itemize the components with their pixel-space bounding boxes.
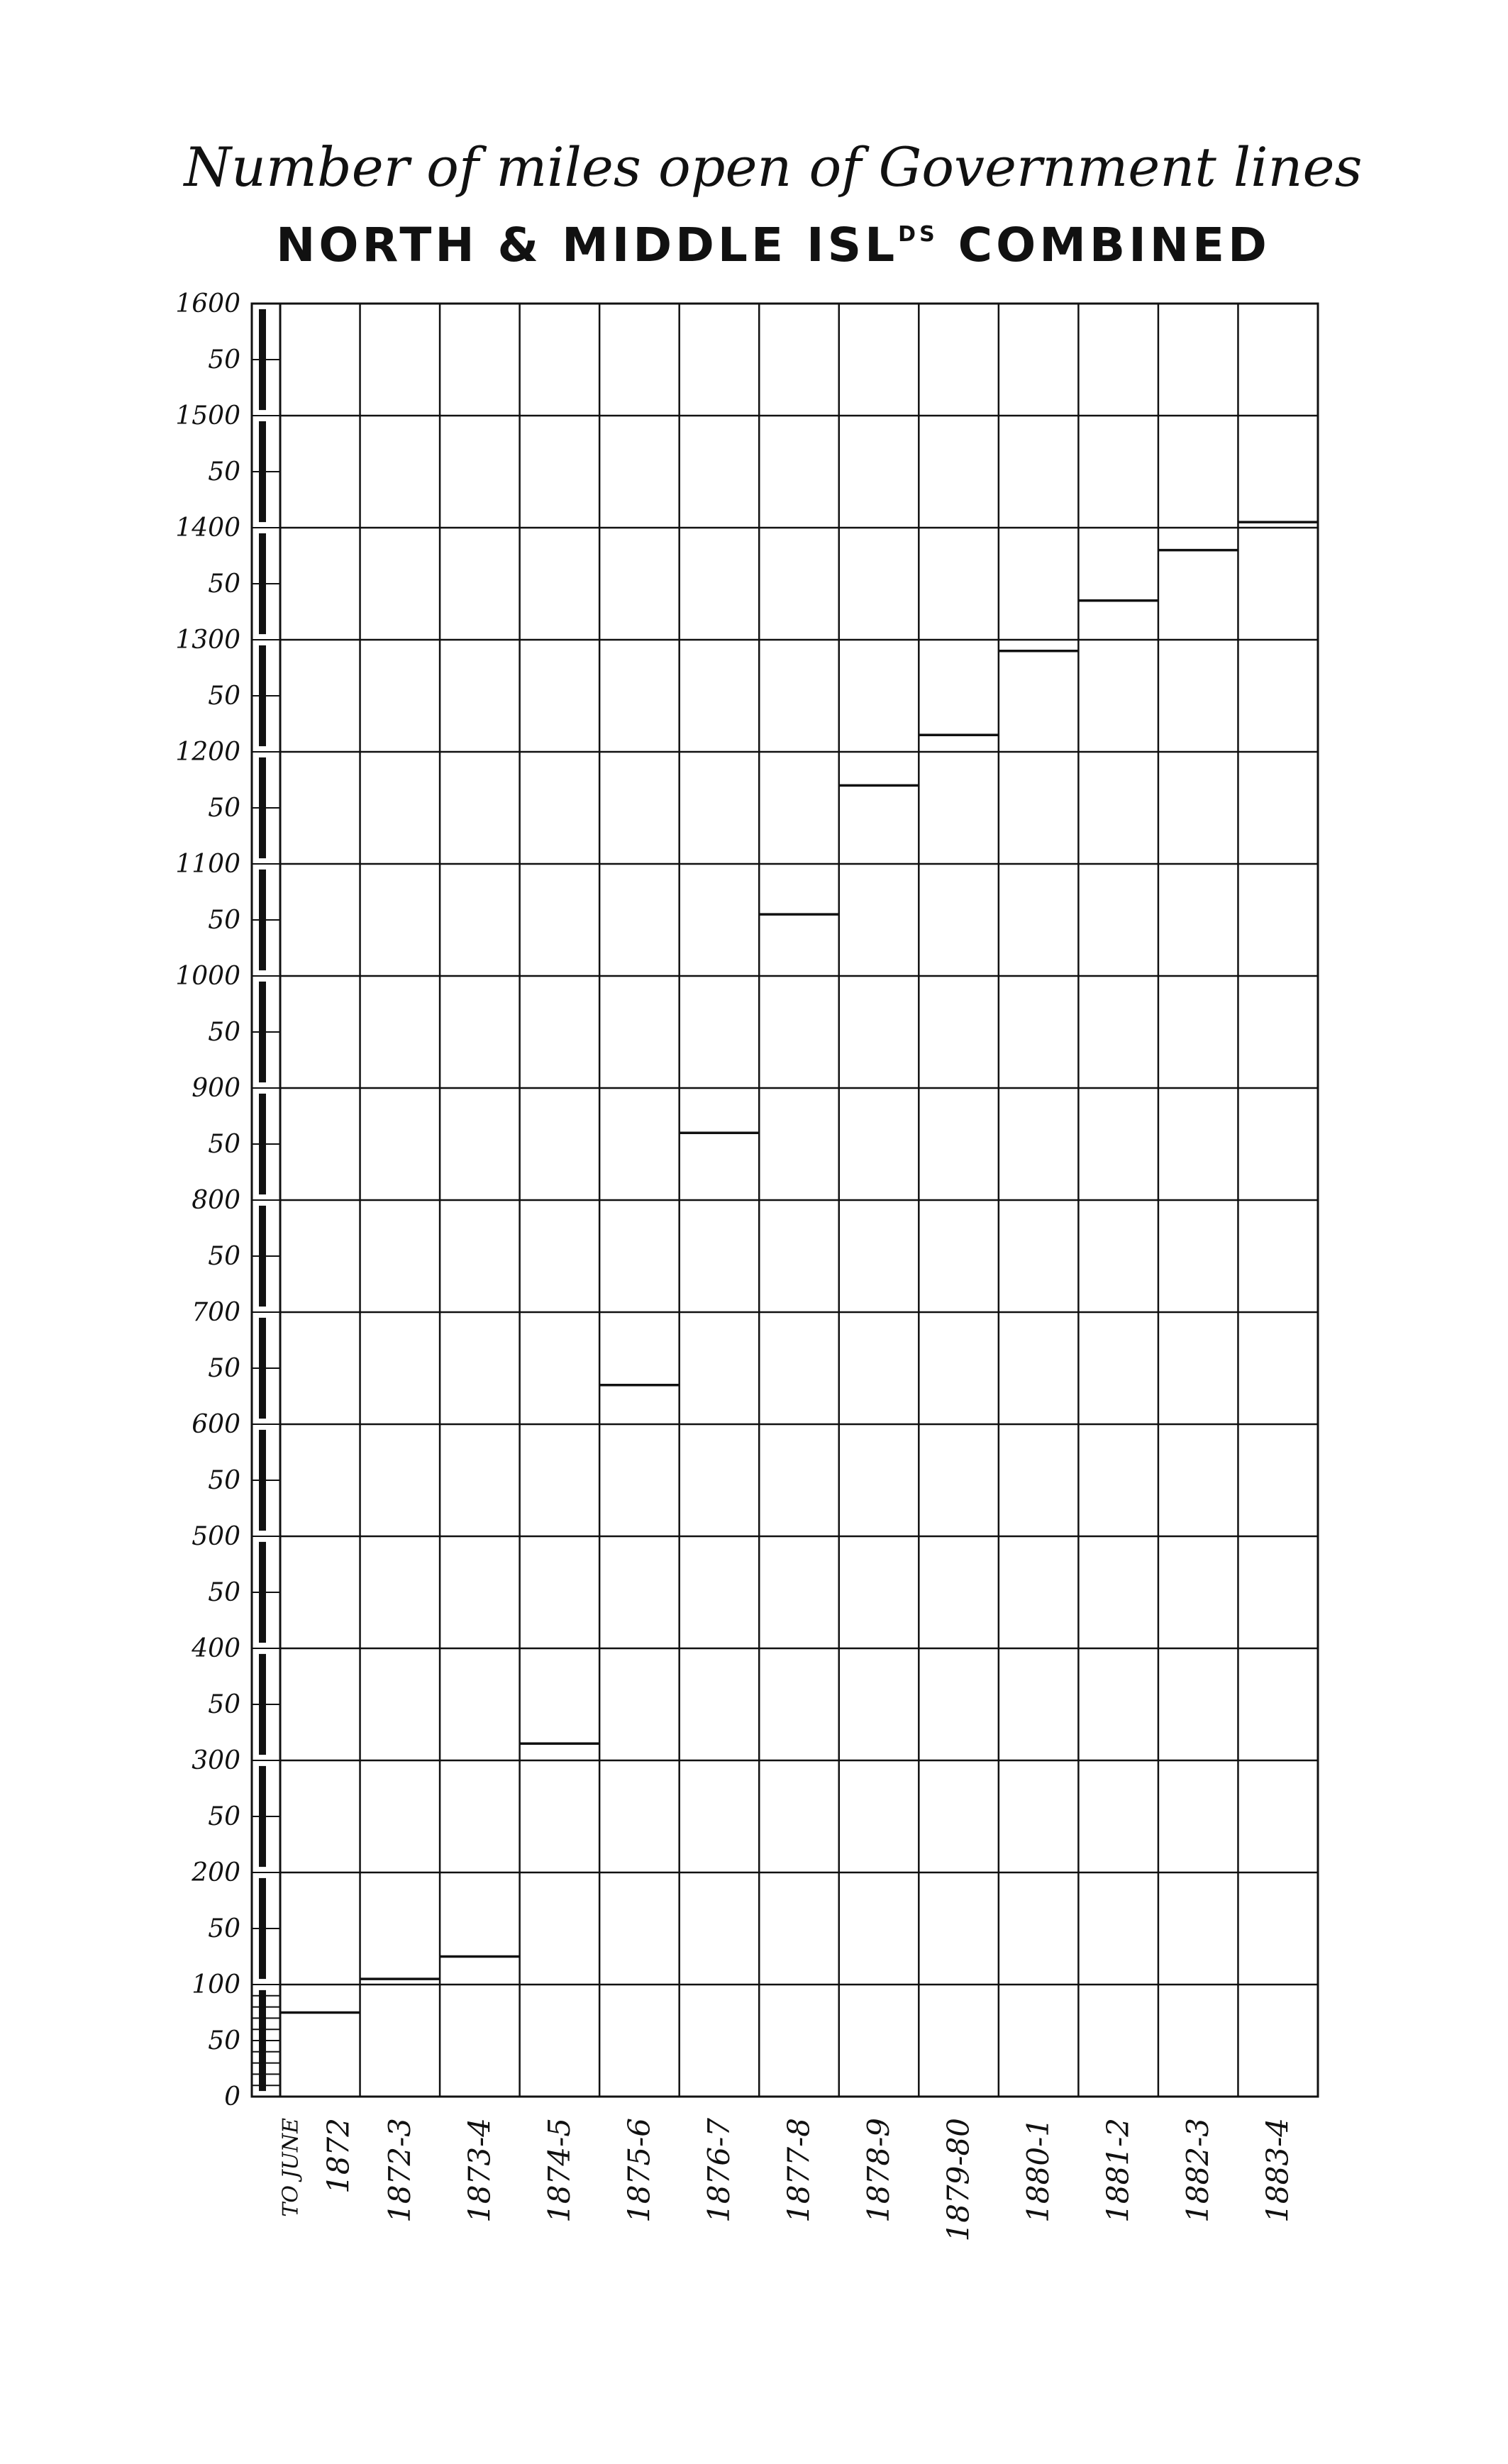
scale-column-bar [259,1094,266,1194]
y-tick-label: 600 [192,1410,240,1439]
y-tick-label: 50 [208,1690,240,1719]
x-tick-label: 1873-4 [462,2118,497,2223]
chart-title: Number of miles open of Government lines [184,135,1363,199]
y-tick-label: 50 [208,1466,240,1495]
y-tick-label: 400 [192,1634,240,1663]
x-tick-label: 1874-5 [541,2118,577,2223]
x-axis-ticks [278,2118,1294,2242]
scale-column-bar [259,1206,266,1306]
y-tick-label: 1400 [175,514,240,543]
scale-column-bar [259,645,266,746]
bars [280,522,1318,2012]
y-tick-label: 700 [192,1298,240,1327]
scale-column-bar [259,1542,266,1643]
y-axis-ticks [175,289,240,2111]
y-tick-label: 50 [208,570,240,599]
y-tick-label: 800 [192,1186,240,1215]
scale-column-bar [259,309,266,410]
x-tick-label: 1880-1 [1021,2118,1056,2223]
x-tick-label: 1875-6 [621,2118,657,2223]
y-tick-label: 1100 [175,850,240,879]
y-tick-label: 1300 [175,626,240,655]
y-tick-label: 500 [192,1522,240,1551]
y-tick-label: 1500 [175,401,240,431]
y-scale-column [252,304,280,2097]
x-tick-label: 1876-7 [701,2118,736,2223]
subtitle-main: NORTH & MIDDLE ISL [276,218,899,272]
grid-lines [280,304,1318,2097]
x-tick-label: 1883-4 [1260,2118,1295,2223]
y-tick-label: 50 [208,1242,240,1271]
scale-column-bar [259,421,266,522]
scale-column-bar [259,870,266,970]
scale-column-bar [259,1430,266,1531]
x-tick-label: 1882-3 [1180,2118,1216,2223]
x-tick-label: 1879-80 [941,2118,976,2242]
subtitle-superscript: DS [898,222,938,247]
x-tick-prefix: TO JUNE [278,2118,304,2217]
y-tick-label: 50 [208,1354,240,1383]
y-tick-label: 1200 [175,738,240,767]
y-tick-label: 50 [208,794,240,823]
subtitle-end: COMBINED [938,218,1270,272]
scale-column-bar [259,1318,266,1419]
y-tick-label: 50 [208,2026,240,2055]
y-tick-label: 1000 [175,962,240,991]
chart-subtitle [276,218,1270,272]
scale-column-bar [259,1654,266,1755]
scale-column-bar [259,1766,266,1867]
y-tick-label: 0 [224,2082,240,2111]
y-tick-label: 1600 [175,289,240,318]
y-tick-label: 50 [208,682,240,711]
x-tick-label: 1878-9 [861,2118,897,2223]
y-tick-label: 300 [192,1746,240,1775]
y-tick-label: 100 [192,1970,240,1999]
scale-column-bar [259,982,266,1082]
y-tick-label: 50 [208,457,240,487]
y-tick-label: 50 [208,1802,240,1831]
y-tick-label: 50 [208,1018,240,1047]
scale-column-bar [259,1878,266,1979]
y-tick-label: 50 [208,1130,240,1159]
x-tick-label: 1872-3 [382,2118,417,2223]
x-tick-label: 1877-8 [781,2118,816,2223]
y-tick-label: 200 [192,1858,240,1887]
scale-column-bar [259,757,266,858]
y-tick-label: 50 [208,1578,240,1607]
x-tick-label: 1872 [321,2118,356,2194]
y-tick-label: 50 [208,906,240,935]
scale-column-bar [259,533,266,634]
x-tick-label: 1881-2 [1100,2118,1136,2223]
y-tick-label: 50 [208,1914,240,1943]
y-tick-label: 900 [192,1074,240,1103]
y-tick-label: 50 [208,345,240,374]
